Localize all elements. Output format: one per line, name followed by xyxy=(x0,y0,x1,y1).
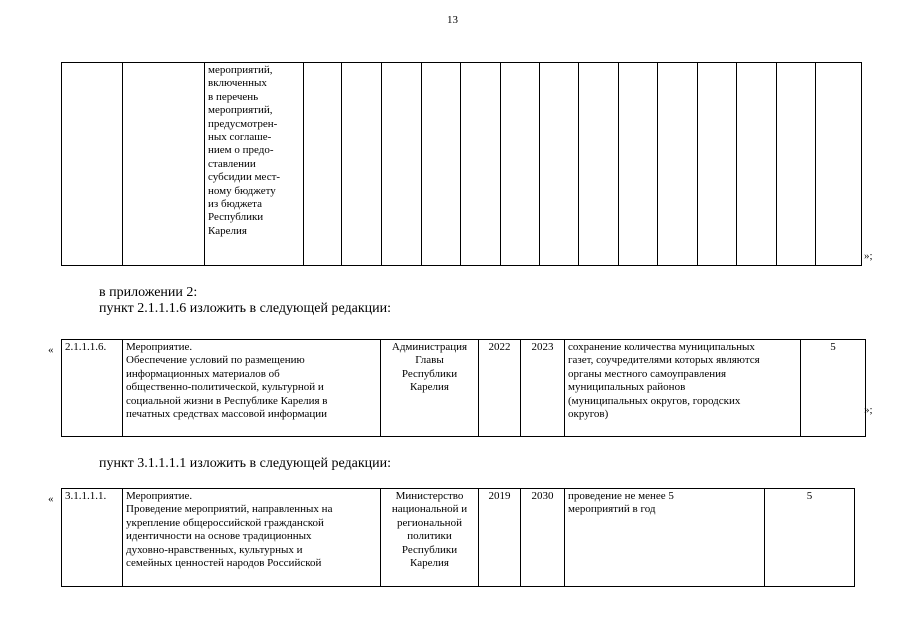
table-cell xyxy=(304,63,342,266)
paragraph-appendix-2: в приложении 2: xyxy=(99,285,198,300)
table-row xyxy=(62,340,866,437)
table-continuation xyxy=(61,62,862,266)
cell-activity: Мероприятие. Обеспечение условий по размещению информационных материалов об общественно-политической, культурной и социальной жизни в Республике Карелия в печатных средствах массовой информации xyxy=(123,340,381,437)
table-row xyxy=(62,489,855,587)
open-quote-2: « xyxy=(48,344,54,356)
cell-result: сохранение количества муниципальных газет, соучредителями которых являются органы местного самоуправления муниципальных районов (муниципальных округов, городских округов) xyxy=(565,340,801,437)
table-cell xyxy=(698,63,737,266)
cell-year-end: 2023 xyxy=(521,340,565,437)
table-cell xyxy=(658,63,698,266)
table-cell xyxy=(382,63,422,266)
closing-quote-1: »; xyxy=(864,250,873,262)
table-cell xyxy=(737,63,777,266)
table-cell xyxy=(540,63,579,266)
table-cell-indicator: мероприятий, включенных в перечень мероприятий, предусмотрен- ных соглаше- нием о предо- ставлении субсидии мест- ному бюджету из бюджета Республики Карелия xyxy=(205,63,304,266)
cell-value: 5 xyxy=(765,489,855,587)
cell-activity: Мероприятие. Проведение мероприятий, направленных на укрепление общероссийской гражданской идентичности на основе традиционных духовно-нравственных, культурных и семейных ценностей народов Российской xyxy=(123,489,381,587)
cell-value: 5 xyxy=(801,340,866,437)
cell-executor: Администрация Главы Республики Карелия xyxy=(381,340,479,437)
table-cell xyxy=(816,63,862,266)
cell-code: 3.1.1.1.1. xyxy=(62,489,123,587)
table-row xyxy=(62,63,862,266)
table-cell xyxy=(461,63,501,266)
paragraph-point-2: пункт 2.1.1.1.6 изложить в следующей редакции: xyxy=(99,301,391,316)
closing-quote-2: »; xyxy=(864,404,873,416)
table-cell xyxy=(123,63,205,266)
table-cell xyxy=(342,63,382,266)
table-point-2 xyxy=(61,339,866,437)
table-cell xyxy=(619,63,658,266)
open-quote-3: « xyxy=(48,493,54,505)
table-point-3 xyxy=(61,488,855,587)
cell-code: 2.1.1.1.6. xyxy=(62,340,123,437)
cell-year-start: 2019 xyxy=(479,489,521,587)
cell-executor: Министерство национальной и региональной политики Республики Карелия xyxy=(381,489,479,587)
table-cell xyxy=(777,63,816,266)
paragraph-point-3: пункт 3.1.1.1.1 изложить в следующей редакции: xyxy=(99,456,391,471)
table-cell xyxy=(422,63,461,266)
cell-result: проведение не менее 5 мероприятий в год xyxy=(565,489,765,587)
cell-year-end: 2030 xyxy=(521,489,565,587)
cell-year-start: 2022 xyxy=(479,340,521,437)
table-cell xyxy=(579,63,619,266)
table-cell xyxy=(501,63,540,266)
table-cell xyxy=(62,63,123,266)
page-number: 13 xyxy=(447,14,458,26)
